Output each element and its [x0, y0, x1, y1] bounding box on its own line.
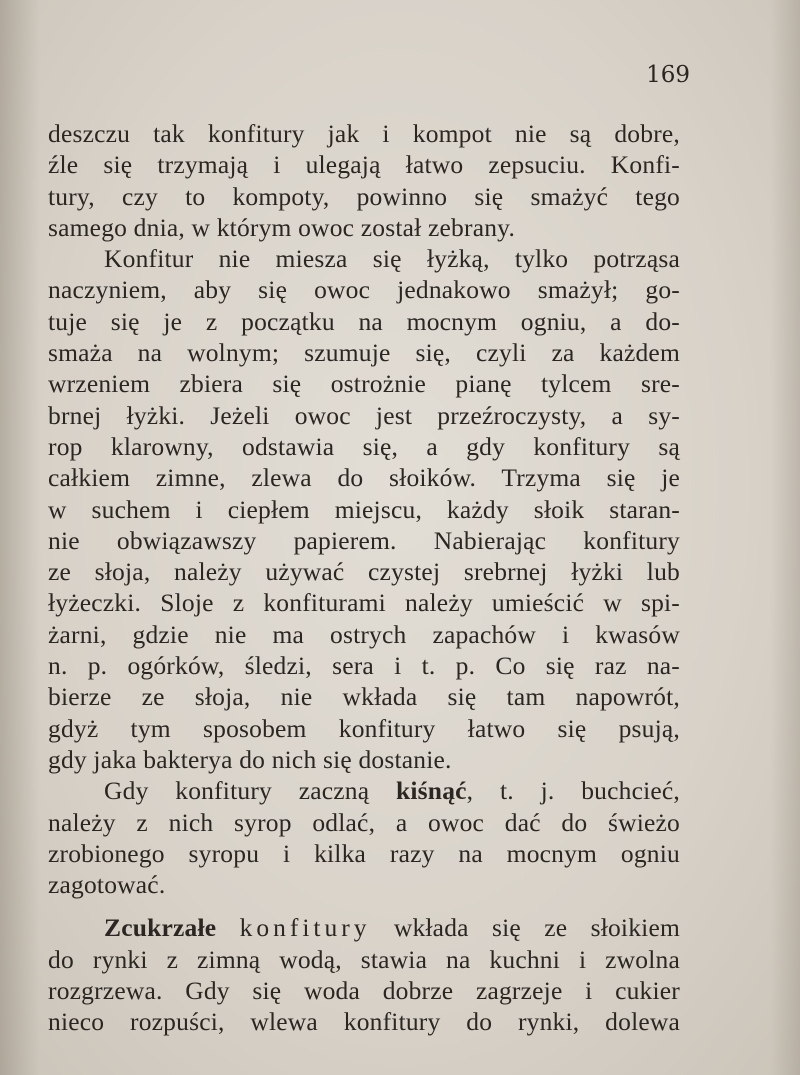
bold-term: Zcukrzałe — [104, 913, 217, 943]
text-line — [48, 912, 680, 943]
text-line: samego dnia, w którym owoc został zebrany. — [48, 212, 516, 242]
text-line: zrobionego syropu i kilka razy na mocnym ogniu — [48, 838, 680, 868]
text-line: gdyż tym sposobem konfitury łatwo się psują, — [48, 713, 680, 743]
text-line: smaża na wolnym; szumuje się, czyli za każdem — [48, 338, 680, 368]
text-line: całkiem zimne, zlewa do słoików. Trzyma się je — [48, 463, 680, 493]
paragraph-3 — [48, 775, 680, 900]
text-run: Gdy konfitury zaczną — [104, 776, 397, 806]
bold-term: kiśnąć — [396, 776, 467, 806]
page-text — [48, 118, 680, 1038]
text-run: , t. j. buchcieć, — [466, 776, 680, 806]
text-line: rozgrzewa. Gdy się woda dobrze zagrzeje i cukier — [48, 976, 680, 1006]
page-number: 169 — [646, 62, 690, 88]
text-run: wkłada się ze słoikiem — [370, 913, 681, 943]
text-line: Konfitur nie miesza się łyżką, tylko potrząsa — [104, 244, 680, 274]
paragraph-4 — [48, 912, 680, 1037]
spaced-term: konfitury — [239, 913, 371, 943]
text-line: żarni, gdzie nie ma ostrych zapachów i kwasów — [48, 619, 680, 649]
text-line: do rynki z zimną wodą, stawia na kuchni i zwolna — [48, 944, 680, 974]
text-line: nieco rozpuści, wlewa konfitury do rynki, dolewa — [48, 1007, 680, 1037]
text-line: deszczu tak konfitury jak i kompot nie są dobre, — [48, 119, 680, 148]
text-line: w suchem i ciepłem miejscu, każdy słoik staran- — [48, 494, 680, 524]
text-line: naczyniem, aby się owoc jednakowo smażył; go- — [48, 275, 680, 305]
text-line: zagotować. — [48, 870, 166, 900]
paragraph-2 — [48, 243, 680, 775]
text-line: źle się trzymają i ulegają łatwo zepsuciu. Konfi- — [48, 150, 680, 180]
text-line: bierze ze słoja, nie wkłada się tam napowrót, — [48, 682, 680, 712]
text-line: łyżeczki. Sloje z konfiturami należy umieścić w spi- — [48, 588, 680, 618]
text-line: wrzeniem zbiera się ostrożnie pianę tylcem sre- — [48, 369, 680, 399]
text-line: ze słoja, należy używać czystej srebrnej łyżki lub — [48, 557, 680, 587]
text-line: gdy jaka bakterya do nich się dostanie. — [48, 744, 452, 774]
text-line: tury, czy to kompoty, powinno się smażyć tego — [48, 181, 680, 211]
text-line: tuje się je z początku na mocnym ogniu, a do- — [48, 306, 680, 336]
text-line: brnej łyżki. Jeżeli owoc jest przeźroczysty, a sy- — [48, 400, 680, 430]
text-line: n. p. ogórków, śledzi, sera i t. p. Co się raz na- — [48, 651, 680, 681]
text-line — [48, 775, 680, 806]
text-line: nie obwiązawszy papierem. Nabierając konfitury — [48, 525, 680, 555]
paragraph-1 — [48, 118, 680, 243]
text-line: rop klarowny, odstawia się, a gdy konfitury są — [48, 431, 680, 461]
text-line: należy z nich syrop odlać, a owoc dać do świeżo — [48, 807, 680, 837]
